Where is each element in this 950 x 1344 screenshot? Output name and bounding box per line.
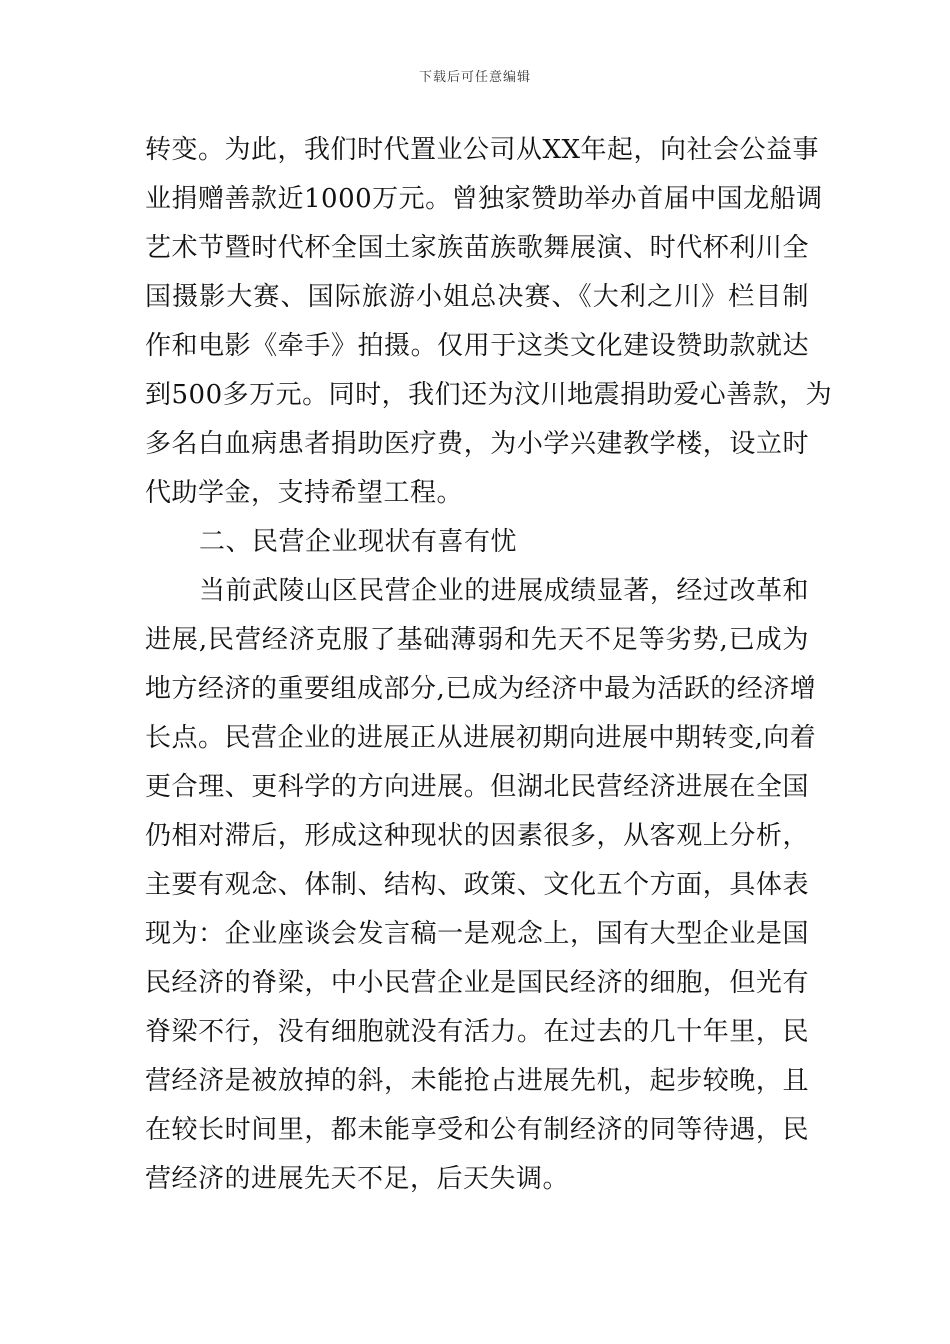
text-line: 长点。民营企业的进展正从进展初期向进展中期转变,向着 — [145, 723, 817, 753]
text-line: 在较长时间里，都未能享受和公有制经济的同等待遇，民 — [145, 1115, 809, 1145]
text-line: 地方经济的重要组成部分,已成为经济中最为活跃的经济增 — [145, 674, 817, 704]
text-line: 作和电影《牵手》拍摄。仅用于这类文化建设赞助款就达 — [145, 331, 809, 361]
text-line: 现为：企业座谈会发言稿一是观念上，国有大型企业是国 — [145, 919, 809, 949]
text-line: 到500多万元。同时，我们还为汶川地震捐助爱心善款，为 — [145, 380, 833, 410]
text-line: 转变。为此，我们时代置业公司从XX年起，向社会公益事 — [145, 135, 820, 165]
text-line: 多名白血病患者捐助医疗费，为小学兴建教学楼，设立时 — [145, 429, 809, 459]
text-line: 国摄影大赛、国际旅游小姐总决赛、《大利之川》栏目制 — [145, 282, 809, 312]
paragraph-donations — [145, 126, 833, 518]
paragraph-private-enterprise-status — [145, 567, 817, 1204]
document-body — [145, 126, 833, 1204]
text-line: 营经济是被放掉的斜，未能抢占进展先机，起步较晚，且 — [145, 1066, 809, 1096]
text-line: 当前武陵山区民营企业的进展成绩显著，经过改革和 — [199, 576, 809, 606]
text-line: 营经济的进展先天不足，后天失调。 — [145, 1164, 570, 1194]
text-line: 进展,民营经济克服了基础薄弱和先天不足等劣势,已成为 — [145, 625, 809, 655]
text-line: 更合理、更科学的方向进展。但湖北民营经济进展在全国 — [145, 772, 809, 802]
text-line: 业捐赠善款近1000万元。曾独家赞助举办首届中国龙船调 — [145, 184, 823, 214]
text-line: 主要有观念、体制、结构、政策、文化五个方面，具体表 — [145, 870, 809, 900]
text-line: 艺术节暨时代杯全国土家族苗族歌舞展演、时代杯利川全 — [145, 233, 809, 263]
text-line: 仍相对滞后，形成这种现状的因素很多，从客观上分析， — [145, 821, 809, 851]
text-line: 脊梁不行，没有细胞就没有活力。在过去的几十年里，民 — [145, 1017, 809, 1047]
page-header-note: 下载后可任意编辑 — [418, 70, 531, 85]
text-line: 民经济的脊梁，中小民营企业是国民经济的细胞，但光有 — [145, 968, 809, 998]
text-line: 代助学金，支持希望工程。 — [145, 478, 464, 508]
section-heading: 二、民营企业现状有喜有忧 — [199, 527, 518, 557]
